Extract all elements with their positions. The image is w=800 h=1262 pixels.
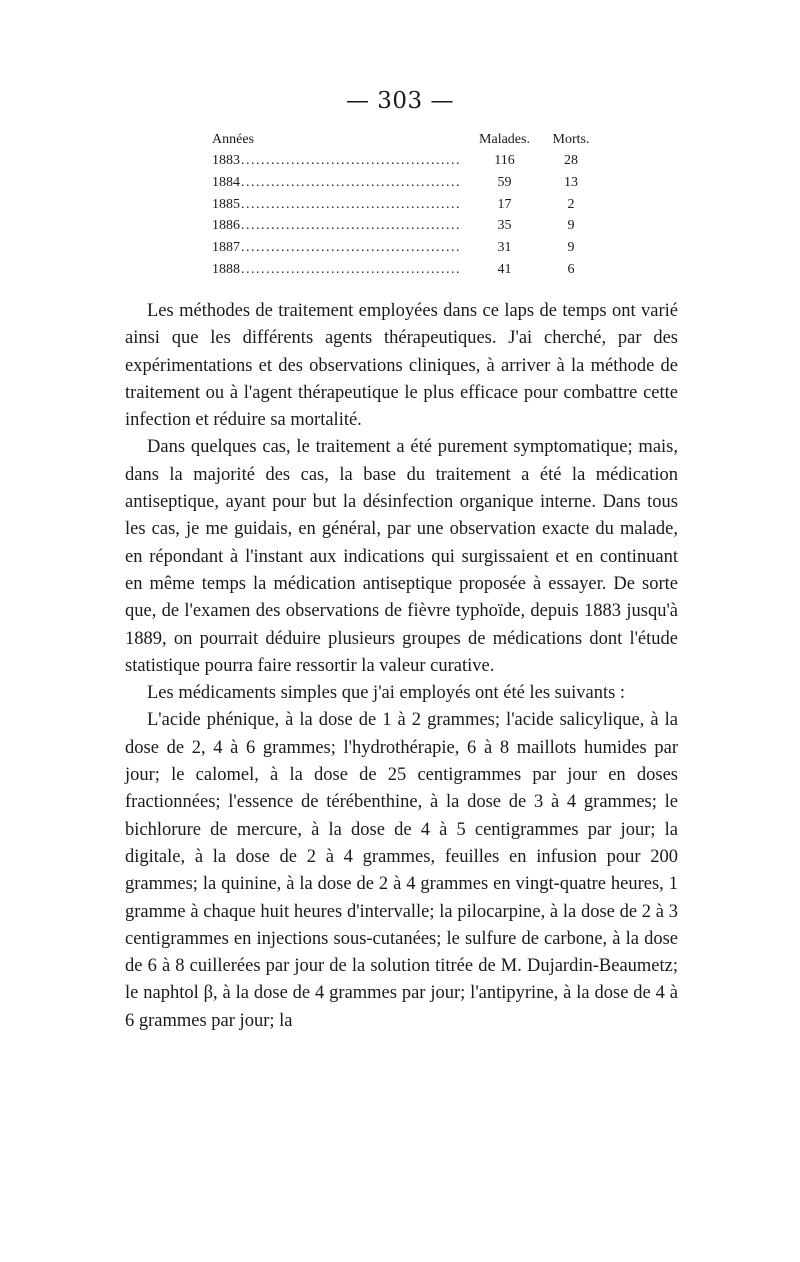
table-row bbox=[212, 259, 600, 281]
header-sick: Malades. bbox=[479, 132, 530, 147]
dot-leader bbox=[241, 237, 462, 259]
dot-leader bbox=[241, 172, 462, 194]
dot-leader bbox=[241, 215, 462, 237]
dot-leader bbox=[241, 194, 462, 216]
row-deaths: 9 bbox=[567, 218, 575, 234]
paragraph-antiseptic-medication: Dans quelques cas, le traitement a été purement symptomatique; mais, dans la majorité des cas, la base du traitement a été la médication antiseptique, ayant pour but la désinfection organique interne. Dans tous les cas, je me guidais, en général, par une observation exacte du malade, en répondant à l'instant aux indications qui surgissaient et en continuant en même temps la médication antiseptique proposée à essayer. De sorte que, de l'examen des observations de fièvre typhoïde, depuis 1883 jusqu'à 1889, on pourrait déduire plusieurs groupes de médications dont l'étude statistique pourra faire ressortir la valeur curative. bbox=[125, 437, 678, 676]
row-year: 1883 bbox=[212, 153, 240, 168]
paragraph-medication-list: L'acide phénique, à la dose de 1 à 2 grammes; l'acide salicylique, à la dose de 2, 4 à 6 grammes; l'hydrothérapie, 6 à 8 maillots humides par jour; le calomel, à la dose de 25 centigrammes par jour en doses fractionnées; l'essence de térébenthine, à la dose de 3 à 4 grammes; le bichlorure de mercure, à la dose de 4 à 5 centigrammes par jour; la digitale, à la dose de 2 à 4 grammes, feuilles en infusion pour 200 grammes; la quinine, à la dose de 2 à 4 grammes en vingt-quatre heures, 1 gramme à chaque huit heures d'intervalle; la pilocarpine, à la dose de 2 à 3 centigrammes en injections sous-cutanées; le sulfure de carbone, à la dose de 6 à 8 cuillerées par jour de la solution titrée de M. Dujardin-Beaumetz; le naphtol β, à la dose de 4 grammes par jour; l'antipyrine, à la dose de 4 à 6 grammes par jour; la bbox=[125, 710, 678, 1031]
row-sick: 35 bbox=[497, 218, 512, 234]
paragraph-treatment-methods: Les méthodes de traitement employées dans ce laps de temps ont varié ainsi que les différents agents thérapeutiques. J'ai cherché, par des expérimentations et des observations cliniques, à arriver à la méthode de traitement ou à l'agent thérapeutique le plus efficace pour combattre cette infection et réduire sa mortalité. bbox=[125, 301, 678, 431]
paragraph-simple-medications-intro: Les médicaments simples que j'ai employés ont été les suivants : bbox=[147, 683, 626, 704]
row-deaths: 28 bbox=[564, 153, 578, 168]
row-sick: 41 bbox=[497, 261, 512, 277]
row-deaths: 9 bbox=[567, 240, 575, 256]
page-number: — 303 — bbox=[345, 88, 455, 114]
row-year: 1888 bbox=[212, 261, 240, 277]
row-year: 1887 bbox=[212, 240, 240, 256]
dot-leader bbox=[241, 150, 462, 172]
row-sick: 116 bbox=[494, 153, 515, 168]
dot-leader bbox=[241, 259, 462, 281]
row-year: 1886 bbox=[212, 218, 240, 234]
row-deaths: 13 bbox=[564, 174, 578, 190]
table-header-row bbox=[212, 130, 600, 150]
table-row bbox=[212, 215, 600, 237]
row-sick: 17 bbox=[497, 196, 512, 212]
row-year: 1884 bbox=[212, 174, 240, 190]
header-years: Années bbox=[212, 132, 254, 147]
table-row bbox=[212, 150, 600, 172]
table-row bbox=[212, 172, 600, 194]
body-text bbox=[125, 298, 678, 1035]
row-deaths: 2 bbox=[567, 196, 575, 212]
row-sick: 59 bbox=[497, 174, 512, 190]
table-row bbox=[212, 194, 600, 216]
header-deaths: Morts. bbox=[552, 132, 590, 147]
statistics-table bbox=[212, 130, 600, 281]
row-year: 1885 bbox=[212, 196, 240, 212]
table-row bbox=[212, 237, 600, 259]
row-sick: 31 bbox=[497, 240, 512, 256]
row-deaths: 6 bbox=[567, 261, 575, 277]
